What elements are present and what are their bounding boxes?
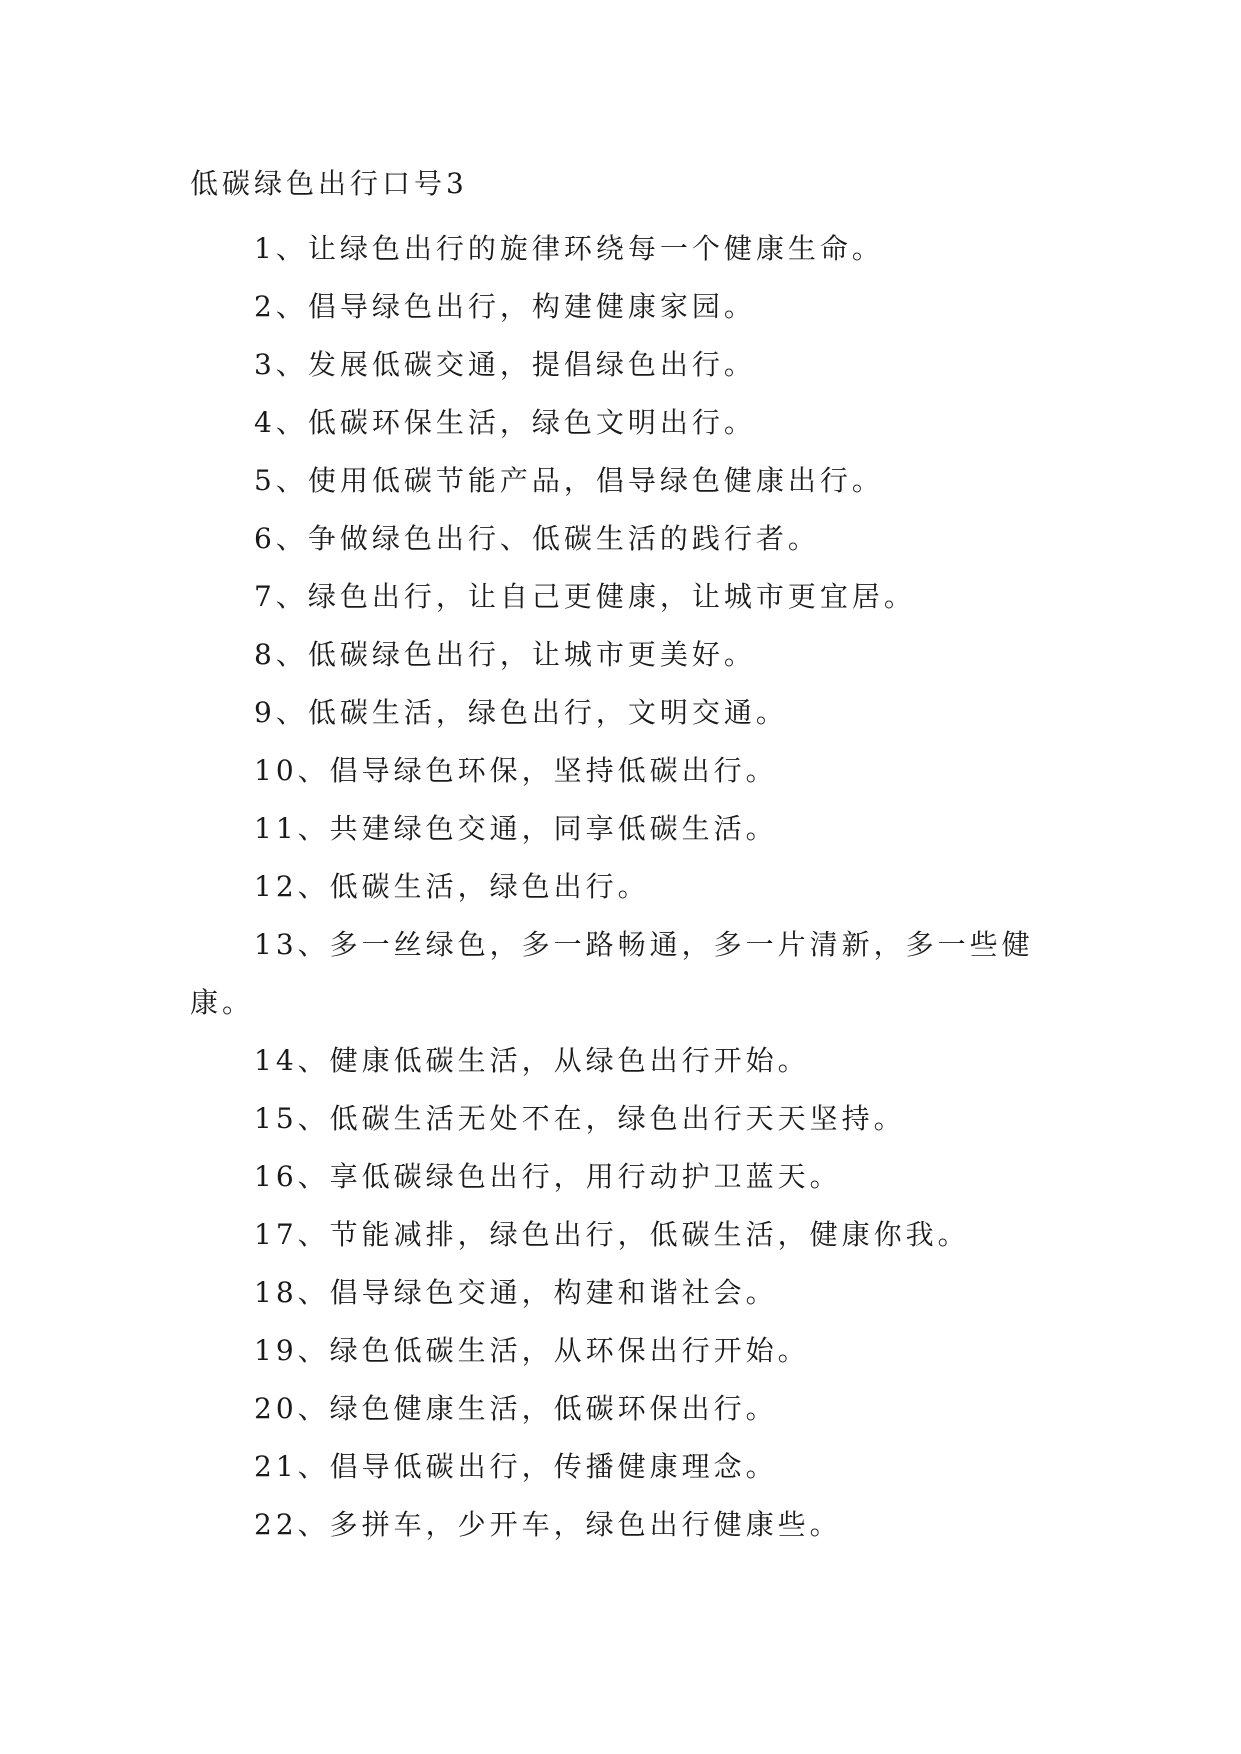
slogan-item: 6、争做绿色出行、低碳生活的践行者。 [254,522,820,555]
slogan-item: 14、健康低碳生活，从绿色出行开始。 [254,1044,810,1077]
slogan-item: 4、低碳环保生活，绿色文明出行。 [254,406,756,439]
slogan-item: 5、使用低碳节能产品，倡导绿色健康出行。 [254,464,884,497]
slogan-item: 1、让绿色出行的旋律环绕每一个健康生命。 [254,232,884,265]
slogan-list [190,220,1050,1554]
slogan-item: 16、享低碳绿色出行，用行动护卫蓝天。 [254,1160,842,1193]
slogan-item: 19、绿色低碳生活，从环保出行开始。 [254,1334,810,1367]
slogan-item: 13、多一丝绿色，多一路畅通，多一片清新，多一些健康。 [190,928,1034,1019]
slogan-item: 10、倡导绿色环保，坚持低碳出行。 [254,754,778,787]
slogan-item: 3、发展低碳交通，提倡绿色出行。 [254,348,756,381]
slogan-item: 12、低碳生活，绿色出行。 [254,870,650,903]
slogan-item: 8、低碳绿色出行，让城市更美好。 [254,638,756,671]
slogan-item: 7、绿色出行，让自己更健康，让城市更宜居。 [254,580,916,613]
slogan-item: 2、倡导绿色出行，构建健康家园。 [254,290,756,323]
slogan-item: 18、倡导绿色交通，构建和谐社会。 [254,1276,778,1309]
slogan-item: 21、倡导低碳出行，传播健康理念。 [254,1450,778,1483]
document-title: 低碳绿色出行口号3 [190,167,468,200]
slogan-item: 20、绿色健康生活，低碳环保出行。 [254,1392,778,1425]
slogan-item: 22、多拼车，少开车，绿色出行健康些。 [254,1508,842,1541]
slogan-item: 9、低碳生活，绿色出行，文明交通。 [254,696,788,729]
slogan-item: 15、低碳生活无处不在，绿色出行天天坚持。 [254,1102,906,1135]
slogan-item: 17、节能减排，绿色出行，低碳生活，健康你我。 [254,1218,970,1251]
slogan-item: 11、共建绿色交通，同享低碳生活。 [254,812,778,845]
